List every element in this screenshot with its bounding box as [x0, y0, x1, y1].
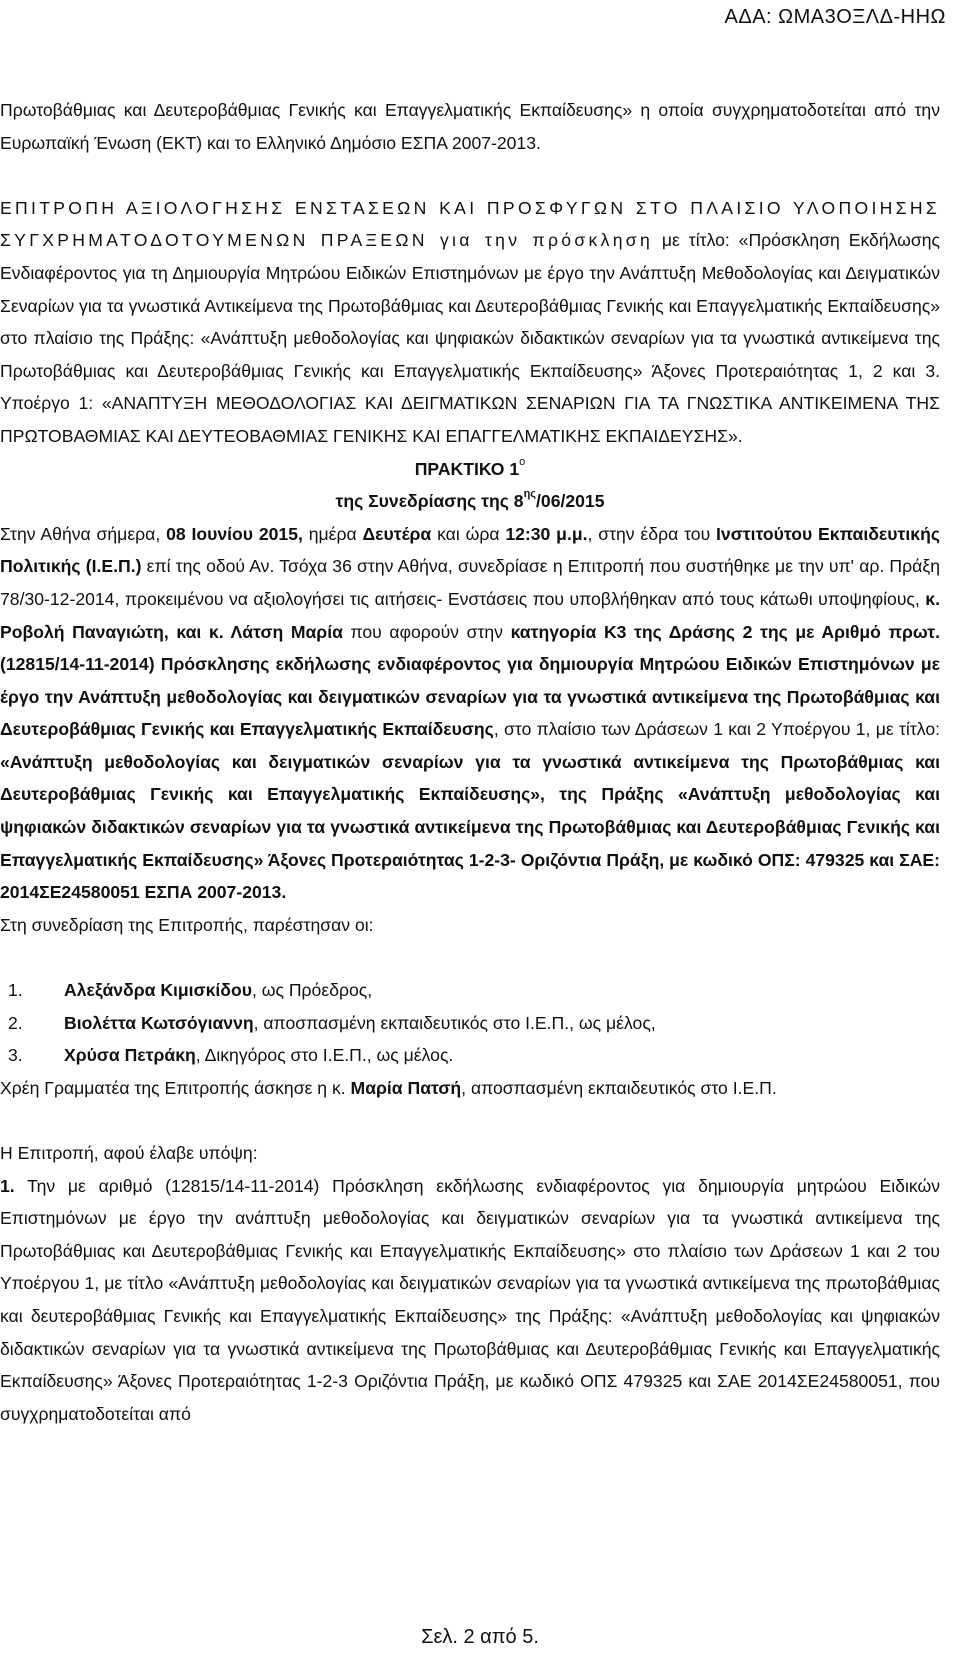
- list-item: 3. Χρύσα Πετράκη, Δικηγόρος στο Ι.Ε.Π., ως μέλος.: [8, 1045, 454, 1066]
- members-list: [0, 974, 940, 1072]
- point-1-paragraph: 1. Την με αριθμό (12815/14-11-2014) Πρόσκληση εκδήλωσης ενδιαφέροντος για δημιουργία μητρώου Ειδικών Επιστημόνων με έργο την ανάπτυξη μεθοδολογίας και δειγματικών σεναρίων για τα γνωστικά αντικείμενα της Πρωτοβάθμιας και Δευτεροβάθμιας Γενικής και Επαγγελματικής Εκπαίδευσης» στο πλαίσιο των Δράσεων 1 και 2 του Υποέργου 1, με τίτλο «Ανάπτυξη μεθοδολογίας και δειγματικών σεναρίων για τα γνωστικά αντικείμενα της πρωτοβάθμιας και δευτεροβάθμιας Γενικής και Επαγγελματικής Εκπαίδευσης» της Πράξης: «Ανάπτυξη μεθοδολογίας και ψηφιακών διδακτικών σεναρίων για τα γνωστικά αντικείμενα της Πρωτοβάθμιας και Δευτεροβάθμιας Γενικής και Επαγγελματικής Εκπαίδευσης» Άξονες Προτεραιότητας 1-2-3 Οριζόντια Πράξη, με κωδικό ΟΠΣ 479325 και ΣΑΕ 2014ΣΕ24580051, που συγχρηματοδοτείται από: [0, 1175, 940, 1424]
- secretary-line: Χρέη Γραμματέα της Επιτροπής άσκησε η κ. Μαρία Πατσή, αποσπασμένη εκπαιδευτικός στο Ι.Ε.Π.: [0, 1077, 777, 1098]
- document-body: [0, 94, 940, 1430]
- considering-line: Η Επιτροπή, αφού έλαβε υπόψη:: [0, 1143, 258, 1163]
- minutes-title: ΠΡΑΚΤΙΚΟ $1^o$: [414, 455, 526, 479]
- ada-code: ΑΔΑ: ΩΜΑ3ΟΞΛΔ-ΗΗΩ: [724, 6, 946, 28]
- committee-heading: ΕΠΙΤΡΟΠΗ ΑΞΙΟΛΟΓΗΣΗΣ ΕΝΣΤΑΣΕΩΝ ΚΑΙ ΠΡΟΣΦΥΓΩΝ ΣΤΟ ΠΛΑΙΣΙΟ ΥΛΟΠΟΙΗΣΗΣ ΣΥΓΧΡΗΜΑΤΟΔΟΤΟΥΜΕΝΩΝ ΠΡΑΞΕΩΝ για την πρόσκληση: [0, 197, 940, 251]
- list-item: 2. Βιολέττα Κωτσόγιαννη, αποσπασμένη εκπαιδευτικός στο Ι.Ε.Π., ως μέλος,: [8, 1012, 656, 1033]
- committee-paragraph: [0, 192, 940, 453]
- minutes-subtitle: της Συνεδρίασης της $8^{\eta\varsigma}/06/2015$: [335, 488, 605, 512]
- list-item: 1. Αλεξάνδρα Κιμισκίδου, ως Πρόεδρος,: [8, 980, 373, 1001]
- intro-paragraph: Στην Αθήνα σήμερα, 08 Ιουνίου 2015, ημέρα Δευτέρα και ώρα 12:30 μ.μ., στην έδρα του Ινστιτούτου Εκπαιδευτικής Πολιτικής (Ι.Ε.Π.) επί της οδού Αν. Τσόχα 36 στην Αθήνα, συνεδρίασε η Επιτροπή που συστήθηκε με την υπ' αρ. Πράξη 78/30-12-2014, προκειμένου να αξιολογήσει τις αιτήσεις- Ενστάσεις που υποβλήθηκαν από τους κάτωθι υποψηφίους, κ. Ροβολή Παναγιώτη, και κ. Λάτση Μαρία που αφορούν στην κατηγορία Κ3 της Δράσης 2 της με Αριθμό πρωτ. (12815/14-11-2014) Πρόσκλησης εκδήλωσης ενδιαφέροντος για δημιουργία Μητρώου Ειδικών Επιστημόνων με έργο την Ανάπτυξη μεθοδολογίας και δειγματικών σεναρίων για τα γνωστικά αντικείμενα της Πρωτοβάθμιας και Δευτεροβάθμιας Γενικής και Επαγγελματικής Εκπαίδευσης, στο πλαίσιο των Δράσεων 1 και 2 Υποέργου 1, με τίτλο: «Ανάπτυξη μεθοδολογίας και δειγματικών σεναρίων για τα γνωστικά αντικείμενα της Πρωτοβάθμιας και Δευτεροβάθμιας Γενικής και Επαγγελματικής Εκπαίδευσης», της Πράξης «Ανάπτυξη μεθοδολογίας και ψηφιακών διδακτικών σεναρίων για τα γνωστικά αντικείμενα της Πρωτοβάθμιας και Δευτεροβάθμιας Γενικής και Επαγγελματικής Εκπαίδευσης» Άξονες Προτεραιότητας 1-2-3- Οριζόντια Πράξη, με κωδικό ΟΠΣ: 479325 και ΣΑΕ: 2014ΣΕ24580051 ΕΣΠΑ 2007-2013.: [0, 523, 940, 903]
- page-number: Σελ. 2 από 5.: [421, 1626, 539, 1648]
- continuation-paragraph: Πρωτοβάθμιας και Δευτεροβάθμιας Γενικής και Επαγγελματικής Εκπαίδευσης» η οποία συγχρηματοδοτείται από την Ευρωπαϊκή Ένωση (ΕΚΤ) και το Ελληνικό Δημόσιο ΕΣΠΑ 2007-2013.: [0, 100, 940, 153]
- present-intro: Στη συνεδρίαση της Επιτροπής, παρέστησαν οι:: [0, 914, 374, 935]
- committee-text: με τίτλο: «Πρόσκληση Εκδήλωσης Ενδιαφέροντος για τη Δημιουργία Μητρώου Ειδικών Επιστημόνων με έργο την Ανάπτυξη Μεθοδολογίας και Δειγματικών Σεναρίων για τα γνωστικά Αντικείμενα της Πρωτοβάθμιας και Δευτεροβάθμιας Γενικής και Επαγγελματικής Εκπαίδευσης» στο πλαίσιο της Πράξης: «Ανάπτυξη μεθοδολογίας και ψηφιακών διδακτικών σεναρίων για τα γνωστικά αντικείμενα της Πρωτοβάθμιας και Δευτεροβάθμιας Γενικής και Επαγγελματικής Εκπαίδευσης» Άξονες Προτεραιότητας 1, 2 και 3. Υποέργο 1: «ΑΝΑΠΤΥΞΗ ΜΕΘΟΔΟΛΟΓΙΑΣ ΚΑΙ ΔΕΙΓΜΑΤΙΚΩΝ ΣΕΝΑΡΙΩΝ ΓΙΑ ΤΑ ΓΝΩΣΤΙΚΑ ΑΝΤΙΚΕΙΜΕΝΑ ΤΗΣ ΠΡΩΤΟΒΑΘΜΙΑΣ ΚΑΙ ΔΕΥΤΕΟΒΑΘΜΙΑΣ ΓΕΝΙΚΗΣ ΚΑΙ ΕΠΑΓΓΕΛΜΑΤΙΚΗΣ ΕΚΠΑΙΔΕΥΣΗΣ».: [0, 230, 941, 446]
